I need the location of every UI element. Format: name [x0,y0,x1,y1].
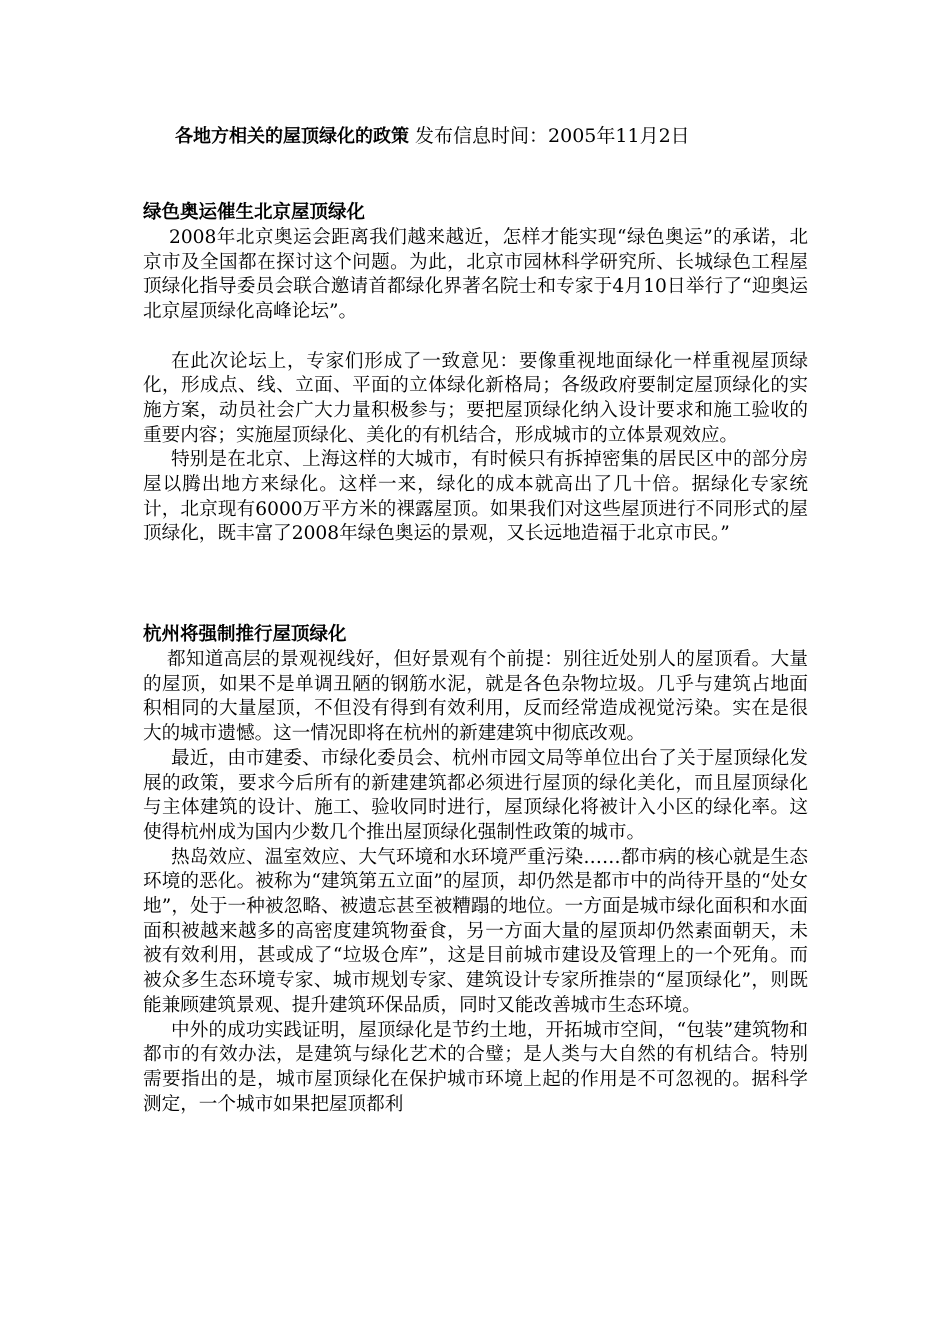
paragraph: 最近，由市建委、市绿化委员会、杭州市园文局等单位出台了关于屋顶绿化发展的政策，要求今后所有的新建建筑都必须进行屋顶的绿化美化，而且屋顶绿化与主体建筑的设计、施工、验收同时进行，屋顶绿化将被计入小区的绿化率。这使得杭州成为国内少数几个推出屋顶绿化强制性政策的城市。 [143,747,808,843]
section-hangzhou [143,622,808,1117]
section-heading: 绿色奥运催生北京屋顶绿化 [143,202,366,223]
paragraph: 热岛效应、温室效应、大气环境和水环境严重污染……都市病的核心就是生态环境的恶化。被称为“建筑第五立面”的屋顶，却仍然是都市中的尚待开垦的“处女地”，处于一种被忽略、被遗忘甚至被糟蹋的地位。一方面是城市绿化面积和水面面积被越来越多的高密度建筑物蚕食，另一方面大量的屋顶却仍然素面朝天，未被有效利用，甚或成了“垃圾仓库”，这是目前城市建设及管理上的一个死角。而被众多生态环境专家、城市规划专家、建筑设计专家所推崇的“屋顶绿化”，则既能兼顾建筑景观、提升建筑环保品质，同时又能改善城市生态环境。 [143,846,808,1016]
paragraph: 都知道高层的景观视线好，但好景观有个前提：别往近处别人的屋顶看。大量的屋顶，如果不是单调丑陋的钢筋水泥，就是各色杂物垃圾。几乎与建筑占地面积相同的大量屋顶，不但没有得到有效利用，反而经常造成视觉污染。实在是很大的城市遗憾。这一情况即将在杭州的新建建筑中彻底改观。 [143,649,808,745]
section-beijing [143,200,808,547]
document-title: 各地方相关的屋顶绿化的政策 [175,126,409,147]
section-heading: 杭州将强制推行屋顶绿化 [143,624,347,645]
paragraph: 特别是在北京、上海这样的大城市，有时候只有拆掉密集的居民区中的部分房屋以腾出地方来绿化。这样一来，绿化的成本就高出了几十倍。据绿化专家统计，北京现有6000万平方米的裸露屋顶。如果我们对这些屋顶进行不同形式的屋顶绿化，既丰富了2008年绿色奥运的景观，又长远地造福于北京市民。” [143,449,808,545]
paragraph: 2008年北京奥运会距离我们越来越近，怎样才能实现“绿色奥运”的承诺，北京市及全国都在探讨这个问题。为此，北京市园林科学研究所、长城绿色工程屋顶绿化指导委员会联合邀请首都绿化界著名院士和专家于4月10日举行了“迎奥运北京屋顶绿化高峰论坛”。 [143,227,808,323]
paragraph: 中外的成功实践证明，屋顶绿化是节约土地，开拓城市空间，“包装”建筑物和都市的有效办法，是建筑与绿化艺术的合璧；是人类与大自然的有机结合。特别需要指出的是，城市屋顶绿化在保护城市环境上起的作用是不可忽视的。据科学测定，一个城市如果把屋顶都利 [143,1019,808,1115]
publish-date: 发布信息时间：2005年11月2日 [415,125,690,147]
paragraph: 在此次论坛上，专家们形成了一致意见：要像重视地面绿化一样重视屋顶绿化，形成点、线、立面、平面的立体绿化新格局；各级政府要制定屋顶绿化的实施方案，动员社会广大力量积极参与；要把屋顶绿化纳入设计要求和施工验收的重要内容；实施屋顶绿化、美化的有机结合，形成城市的立体景观效应。 [143,350,808,446]
document-title-line [175,123,855,150]
